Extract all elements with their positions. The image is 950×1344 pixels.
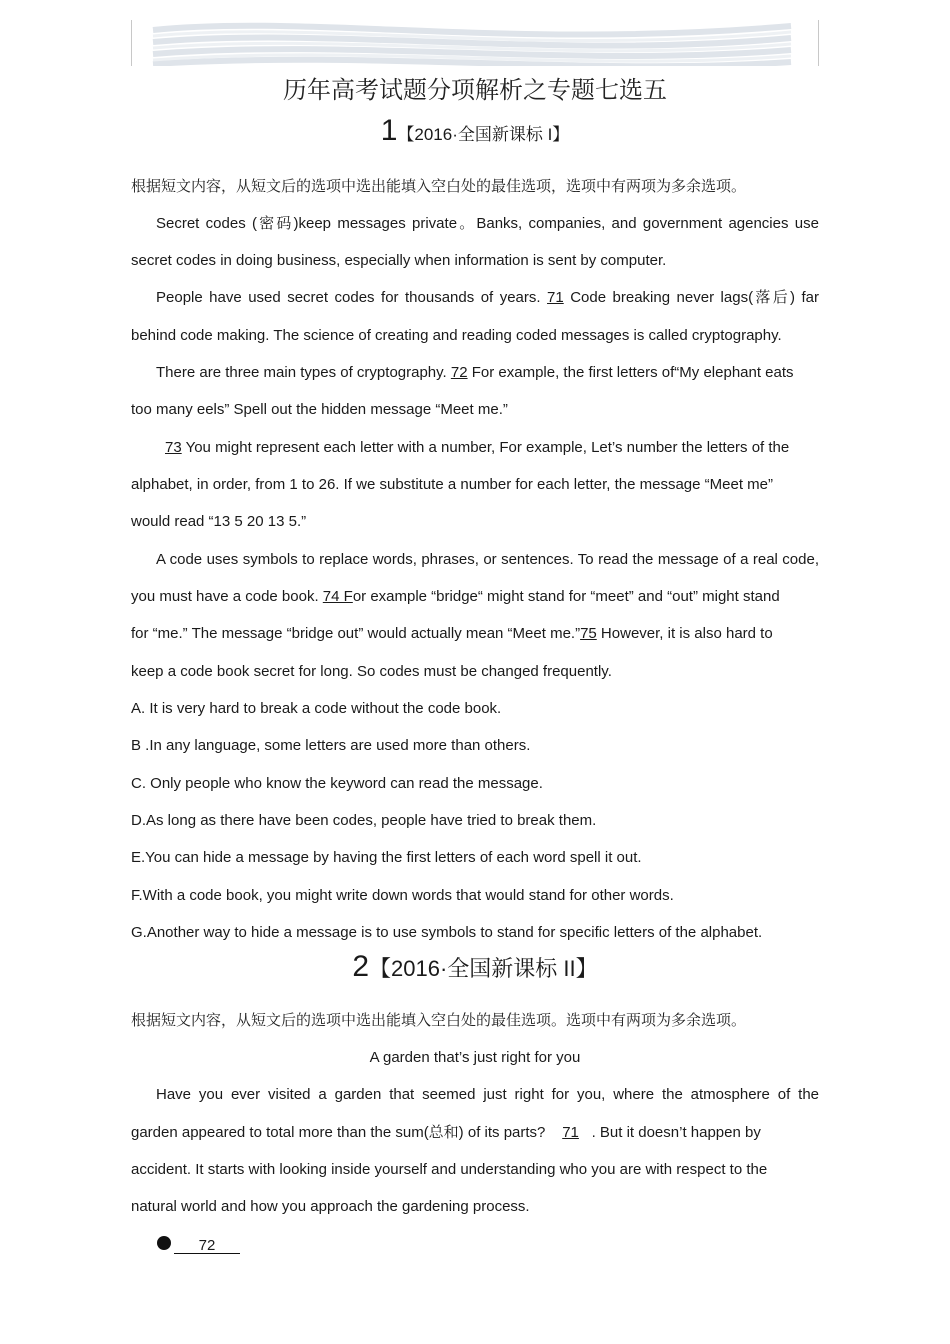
passage-1-line: [165, 438, 819, 458]
option-g: G.Another way to hide a message is to use symbols to stand for specific letters of the alphabet.: [131, 924, 763, 941]
text-fragment: you must have a code book.: [131, 588, 323, 605]
passage-1-line: too many eels” Spell out the hidden message “Meet me.”: [131, 401, 508, 418]
passage-1-line: secret codes in doing business, especially when information is sent by computer.: [131, 252, 667, 269]
option-c: C. Only people who know the keyword can read the message.: [131, 775, 543, 792]
passage-1-line: alphabet, in order, from 1 to 26. If we substitute a number for each letter, the message “Meet me”: [131, 476, 773, 493]
text-fragment: garden appeared to total more than the sum(总和) of its parts?: [131, 1124, 550, 1141]
passage-1-line: [156, 363, 819, 383]
passage-2-line: natural world and how you approach the gardening process.: [131, 1198, 530, 1215]
passage-2-line: [131, 1123, 819, 1143]
passage-1-line: would read “13 5 20 13 5.”: [131, 513, 307, 530]
blank-72: 72: [450, 364, 468, 381]
header-decoration: [131, 20, 819, 66]
passage-1-line: behind code making. The science of creating and reading coded messages is called cryptography.: [131, 327, 782, 344]
section-1-label: 【2016·全国新课标 I】: [397, 125, 570, 144]
section-2-label: 【2016·全国新课标 II】: [369, 956, 598, 981]
text-fragment: However, it is also hard to: [596, 625, 773, 642]
option-d: D.As long as there have been codes, people have tried to break them.: [131, 812, 597, 829]
blank-74: 74 F: [322, 588, 353, 605]
section-2-instruction: 根据短文内容，从短文后的选项中选出能填入空白处的最佳选项。选项中有两项为多余选项。: [131, 1011, 747, 1029]
text-fragment: You might represent each letter with a number, For example, Let’s number the letters of the: [181, 439, 790, 456]
section-1-heading: [0, 114, 950, 148]
option-f: F.With a code book, you might write down words that would stand for other words.: [131, 887, 674, 904]
passage-1-line: [156, 288, 819, 308]
section-1-number: 1: [380, 114, 398, 147]
text-fragment: There are three main types of cryptography.: [156, 364, 451, 381]
section-2-number: 2: [352, 950, 370, 983]
option-e: E.You can hide a message by having the first letters of each word spell it out.: [131, 849, 642, 866]
text-fragment: . But it doesn’t happen by: [591, 1124, 761, 1141]
text-fragment: For example, the first letters of“My elephant eats: [467, 364, 794, 381]
passage-1-line: keep a code book secret for long. So codes must be changed frequently.: [131, 663, 612, 680]
passage-2-subtitle: A garden that’s just right for you: [369, 1049, 581, 1066]
bullet-icon: [157, 1236, 171, 1250]
section-2-heading: [0, 950, 950, 984]
passage-1-line: [131, 624, 819, 644]
text-fragment: People have used secret codes for thousands of years.: [156, 289, 548, 306]
blank-72: 72: [174, 1236, 240, 1254]
blank-75: 75: [580, 625, 597, 642]
wave-pattern-graphic: [131, 20, 819, 66]
text-fragment: or example “bridge“ might stand for “meet” and “out” might stand: [352, 588, 780, 605]
text-fragment: Code breaking never lags(落后) far: [563, 289, 819, 306]
option-a: A. It is very hard to break a code without the code book.: [131, 700, 502, 717]
passage-1-line: Secret codes (密码)keep messages private。Banks, companies, and government agencies use: [156, 215, 819, 232]
passage-1-line: A code uses symbols to replace words, phrases, or sentences. To read the message of a real code,: [156, 551, 819, 568]
page-title: 历年高考试题分项解析之专题七选五: [283, 76, 667, 104]
blank-71: 71: [562, 1124, 579, 1141]
option-b: B .In any language, some letters are used more than others.: [131, 737, 531, 754]
passage-2-line: accident. It starts with looking inside yourself and understanding who you are with respect to the: [131, 1161, 768, 1178]
section-1-instruction: 根据短文内容，从短文后的选项中选出能填入空白处的最佳选项，选项中有两项为多余选项。: [131, 177, 747, 195]
blank-73: 73: [165, 439, 182, 456]
passage-2-line: Have you ever visited a garden that seemed just right for you, where the atmosphere of the: [156, 1086, 819, 1103]
text-fragment: for “me.” The message “bridge out” would actually mean “Meet me.”: [131, 625, 581, 642]
passage-1-line: [131, 587, 819, 607]
blank-71: 71: [547, 289, 564, 306]
